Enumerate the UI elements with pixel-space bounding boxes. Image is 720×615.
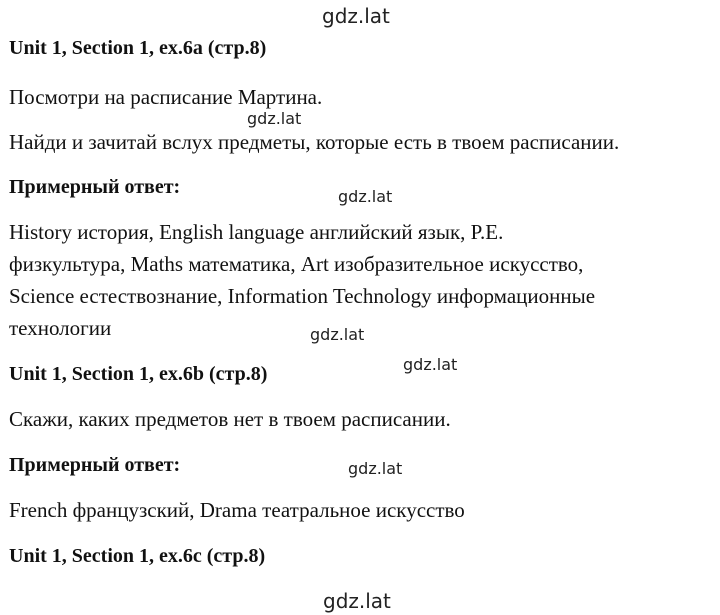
watermark-bottom: gdz.lat	[323, 589, 391, 613]
watermark: gdz.lat	[247, 109, 302, 128]
watermark: gdz.lat	[403, 355, 458, 374]
answer-line: History история, English language английский язык, P.E.	[9, 220, 504, 244]
answer-line: Science естествознание, Information Technology информационные	[9, 284, 596, 308]
answer-line: физкультура, Maths математика, Art изобразительное искусство,	[9, 252, 584, 276]
answer-label-6b: Примерный ответ:	[9, 454, 181, 476]
watermark-top: gdz.lat	[322, 4, 390, 28]
section-heading-6c: Unit 1, Section 1, ex.6c (стр.8)	[9, 545, 266, 567]
watermark: gdz.lat	[348, 459, 403, 478]
answer-line: технологии	[9, 316, 112, 340]
task-line: Найди и зачитай вслух предметы, которые есть в твоем расписании.	[9, 130, 620, 154]
answer-label-6a: Примерный ответ:	[9, 176, 181, 198]
watermark: gdz.lat	[310, 325, 365, 344]
watermark: gdz.lat	[338, 187, 393, 206]
task-line: Скажи, каких предметов нет в твоем расписании.	[9, 407, 451, 431]
answer-line: French французский, Drama театральное искусство	[9, 498, 465, 522]
task-line: Посмотри на расписание Мартина.	[9, 85, 323, 109]
section-heading-6a: Unit 1, Section 1, ex.6a (стр.8)	[9, 37, 267, 59]
section-heading-6b: Unit 1, Section 1, ex.6b (стр.8)	[9, 363, 268, 385]
